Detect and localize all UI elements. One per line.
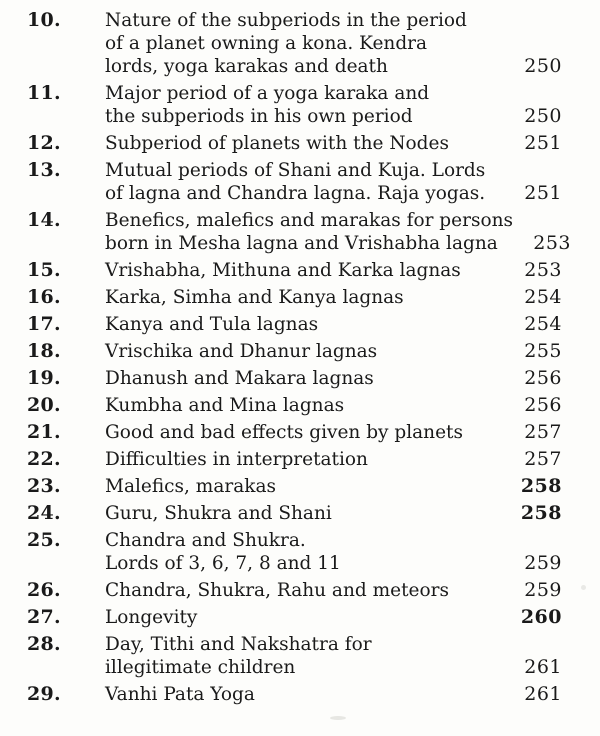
entry-title-line: Malefics, marakas: [105, 476, 276, 497]
toc-entry: [27, 475, 562, 498]
entry-title-line: of lagna and Chandra lagna. Raja yogas.: [105, 183, 486, 204]
entry-title-line: illegitimate children: [105, 657, 296, 678]
entry-title-line: Subperiod of planets with the Nodes: [105, 133, 449, 154]
scan-smudge: [581, 585, 586, 590]
entry-page-number: 256: [524, 367, 562, 389]
entry-page-number: 256: [524, 394, 562, 416]
entry-title-line: Kanya and Tula lagnas: [105, 314, 319, 335]
entry-number: 12.: [27, 132, 61, 154]
entry-number: 27.: [27, 606, 61, 628]
entry-title-line: Good and bad effects given by planets: [105, 422, 463, 443]
entry-number: 29.: [27, 683, 61, 705]
entry-number: 18.: [27, 340, 61, 362]
toc-list: [27, 9, 571, 706]
entry-number: 26.: [27, 579, 61, 601]
toc-entry: [27, 502, 562, 525]
entry-title-line: Vanhi Pata Yoga: [105, 684, 255, 705]
toc-entry: [27, 132, 562, 155]
entry-title-line: Longevity: [105, 607, 198, 628]
entry-title: [105, 529, 504, 575]
entry-title: [105, 159, 504, 205]
entry-number: 21.: [27, 421, 61, 443]
entry-title: [105, 579, 504, 602]
entry-title: [105, 259, 504, 282]
entry-title: [105, 209, 513, 255]
entry-number: 24.: [27, 502, 61, 524]
toc-entry: [27, 9, 562, 78]
entry-title-line: Difficulties in interpretation: [105, 449, 368, 470]
entry-title: [105, 9, 504, 78]
entry-title-line: Vrischika and Dhanur lagnas: [105, 341, 378, 362]
entry-page-number: 261: [524, 656, 562, 678]
toc-entry: [27, 633, 562, 679]
entry-page-number: 253: [533, 232, 571, 254]
entry-title: [105, 606, 504, 629]
entry-page-number: 250: [524, 105, 562, 127]
entry-title-line: Karka, Simha and Kanya lagnas: [105, 287, 404, 308]
entry-title: [105, 340, 504, 363]
entry-page-number: 260: [520, 606, 562, 628]
entry-page-number: 257: [524, 448, 562, 470]
entry-number: 22.: [27, 448, 61, 470]
entry-title: [105, 683, 504, 706]
entry-page-number: 251: [524, 182, 562, 204]
entry-title-line: Guru, Shukra and Shani: [105, 503, 332, 524]
entry-title: [105, 448, 504, 471]
toc-entry: [27, 367, 562, 390]
entry-number: 16.: [27, 286, 61, 308]
entry-title-line: Benefics, malefics and marakas for persons: [105, 210, 513, 231]
entry-title: [105, 394, 504, 417]
entry-title-line: Dhanush and Makara lagnas: [105, 368, 374, 389]
toc-entry: [27, 82, 562, 128]
entry-title-line: Major period of a yoga karaka and: [105, 83, 430, 104]
entry-page-number: 257: [524, 421, 562, 443]
toc-entry: [27, 421, 562, 444]
entry-title-line: lords, yoga karakas and death: [105, 56, 388, 77]
entry-number: 17.: [27, 313, 61, 335]
toc-entry: [27, 259, 562, 282]
toc-entry: [27, 394, 562, 417]
toc-entry: [27, 313, 562, 336]
entry-number: 10.: [27, 9, 61, 31]
entry-title-line: Day, Tithi and Nakshatra for: [105, 634, 372, 655]
entry-title: [105, 132, 504, 155]
toc-entry: [27, 579, 562, 602]
toc-entry: [27, 286, 562, 309]
toc-entry: [27, 606, 562, 629]
entry-title-line: of a planet owning a kona. Kendra: [105, 33, 428, 54]
entry-title: [105, 633, 504, 679]
entry-number: 19.: [27, 367, 61, 389]
entry-page-number: 259: [524, 579, 562, 601]
entry-title: [105, 313, 504, 336]
entry-page-number: 259: [524, 552, 562, 574]
entry-number: 25.: [27, 529, 61, 551]
entry-number: 13.: [27, 159, 61, 181]
toc-entry: [27, 448, 562, 471]
toc-entry: [27, 209, 571, 255]
entry-title: [105, 421, 504, 444]
entry-title-line: Kumbha and Mina lagnas: [105, 395, 345, 416]
entry-number: 23.: [27, 475, 61, 497]
entry-number: 15.: [27, 259, 61, 281]
entry-page-number: 250: [524, 55, 562, 77]
entry-title-line: Chandra and Shukra.: [105, 530, 306, 551]
entry-title: [105, 367, 504, 390]
entry-number: 28.: [27, 633, 61, 655]
entry-page-number: 258: [520, 502, 562, 524]
entry-page-number: 255: [524, 340, 562, 362]
entry-page-number: 254: [524, 313, 562, 335]
entry-title-line: the subperiods in his own period: [105, 106, 413, 127]
entry-number: 20.: [27, 394, 61, 416]
scan-smudge: [330, 716, 346, 720]
entry-title: [105, 82, 504, 128]
entry-title-line: Mutual periods of Shani and Kuja. Lords: [105, 160, 486, 181]
entry-title: [105, 475, 504, 498]
entry-title: [105, 286, 504, 309]
entry-page-number: 251: [524, 132, 562, 154]
entry-title-line: Vrishabha, Mithuna and Karka lagnas: [105, 260, 461, 281]
entry-title: [105, 502, 504, 525]
entry-number: 11.: [27, 82, 61, 104]
toc-entry: [27, 159, 562, 205]
entry-title-line: Nature of the subperiods in the period: [105, 10, 467, 31]
toc-entry: [27, 529, 562, 575]
toc-entry: [27, 683, 562, 706]
entry-page-number: 261: [524, 683, 562, 705]
entry-page-number: 254: [524, 286, 562, 308]
entry-number: 14.: [27, 209, 61, 231]
entry-page-number: 253: [524, 259, 562, 281]
entry-title-line: born in Mesha lagna and Vrishabha lagna: [105, 233, 498, 254]
entry-page-number: 258: [520, 475, 562, 497]
toc-entry: [27, 340, 562, 363]
entry-title-line: Chandra, Shukra, Rahu and meteors: [105, 580, 449, 601]
entry-title-line: Lords of 3, 6, 7, 8 and 11: [105, 553, 341, 574]
